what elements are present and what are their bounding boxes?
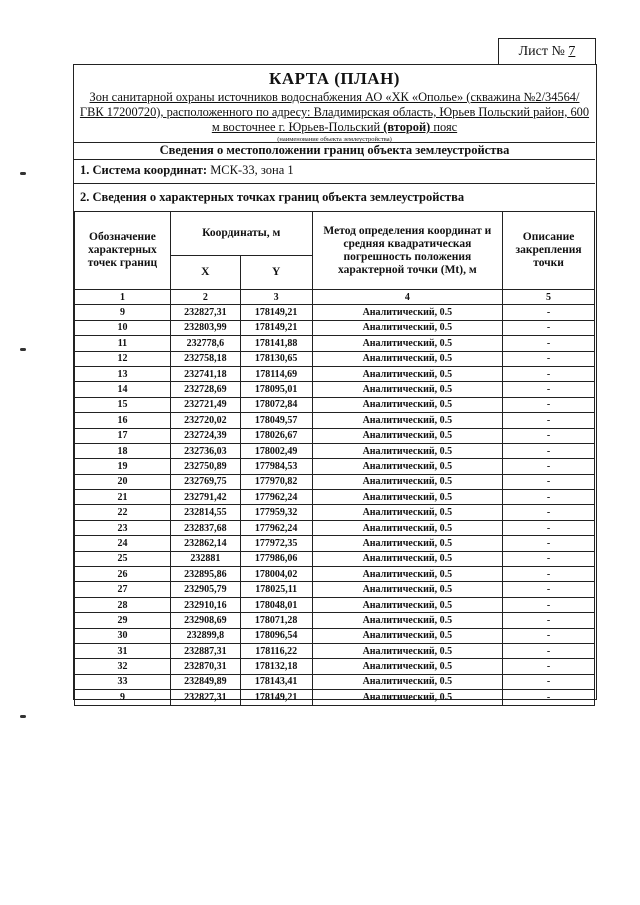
description: -	[503, 413, 595, 428]
coord-y: 178026,67	[240, 428, 312, 443]
coord-system-label: 1. Система координат:	[80, 163, 208, 177]
description: -	[503, 690, 595, 705]
coord-y: 177959,32	[240, 505, 312, 520]
coord-y: 178072,84	[240, 397, 312, 412]
point-number: 29	[75, 613, 171, 628]
description: -	[503, 428, 595, 443]
point-number: 9	[75, 305, 171, 320]
description: -	[503, 459, 595, 474]
description: -	[503, 613, 595, 628]
coord-x: 232791,42	[170, 490, 240, 505]
header-coordinates: Координаты, м	[170, 212, 312, 256]
description: -	[503, 320, 595, 335]
table-row	[75, 413, 595, 428]
table-row	[75, 567, 595, 582]
coord-x: 232736,03	[170, 443, 240, 458]
method: Аналитический, 0.5	[312, 490, 503, 505]
method: Аналитический, 0.5	[312, 582, 503, 597]
scan-mark	[20, 348, 26, 351]
coord-x: 232862,14	[170, 536, 240, 551]
sheet-number-box	[498, 38, 596, 64]
coord-x: 232827,31	[170, 305, 240, 320]
coord-y: 178149,21	[240, 320, 312, 335]
point-number: 14	[75, 382, 171, 397]
table-row	[75, 428, 595, 443]
coord-y: 178049,57	[240, 413, 312, 428]
point-number: 17	[75, 428, 171, 443]
sheet-number: 7	[568, 44, 576, 59]
description: -	[503, 382, 595, 397]
coord-y: 178048,01	[240, 597, 312, 612]
header-x: X	[170, 256, 240, 290]
table-row	[75, 351, 595, 366]
method: Аналитический, 0.5	[312, 336, 503, 351]
coord-y: 178114,69	[240, 366, 312, 381]
point-number: 26	[75, 567, 171, 582]
object-caption: (наименование объекта землеустройства)	[277, 136, 392, 143]
description: -	[503, 490, 595, 505]
scan-mark	[20, 715, 26, 718]
header-y: Y	[240, 256, 312, 290]
point-number: 19	[75, 459, 171, 474]
coord-y: 177970,82	[240, 474, 312, 489]
description: -	[503, 597, 595, 612]
point-number: 31	[75, 643, 171, 658]
coord-y: 178095,01	[240, 382, 312, 397]
coord-x: 232814,55	[170, 505, 240, 520]
column-number: 5	[503, 290, 595, 305]
table-row	[75, 520, 595, 535]
point-number: 27	[75, 582, 171, 597]
coord-x: 232899,8	[170, 628, 240, 643]
coord-x: 232721,49	[170, 397, 240, 412]
header-method: Метод определения координат и средняя квадратическая погрешность положения характерной точки (Mt), м	[312, 212, 503, 290]
coord-y: 178025,11	[240, 582, 312, 597]
description: -	[503, 505, 595, 520]
method: Аналитический, 0.5	[312, 674, 503, 689]
coord-y: 178116,22	[240, 643, 312, 658]
point-number: 18	[75, 443, 171, 458]
coord-system-row	[80, 163, 294, 178]
table-row	[75, 474, 595, 489]
method: Аналитический, 0.5	[312, 659, 503, 674]
method: Аналитический, 0.5	[312, 505, 503, 520]
coord-x: 232803,99	[170, 320, 240, 335]
method: Аналитический, 0.5	[312, 397, 503, 412]
coord-x: 232758,18	[170, 351, 240, 366]
point-number: 33	[75, 674, 171, 689]
point-number: 16	[75, 413, 171, 428]
points-title: 2. Сведения о характерных точках границ объекта землеустройства	[80, 190, 465, 204]
table-row	[75, 690, 595, 705]
header-point: Обозначение характерных точек границ	[75, 212, 171, 290]
point-number: 20	[75, 474, 171, 489]
description: -	[503, 305, 595, 320]
scan-mark	[20, 172, 26, 175]
divider	[74, 159, 595, 160]
coord-x: 232908,69	[170, 613, 240, 628]
coord-y: 178071,28	[240, 613, 312, 628]
method: Аналитический, 0.5	[312, 567, 503, 582]
method: Аналитический, 0.5	[312, 428, 503, 443]
coord-y: 178141,88	[240, 336, 312, 351]
point-number: 28	[75, 597, 171, 612]
column-number: 1	[75, 290, 171, 305]
point-number: 32	[75, 659, 171, 674]
coord-y: 178002,49	[240, 443, 312, 458]
coord-x: 232778,6	[170, 336, 240, 351]
column-number: 4	[312, 290, 503, 305]
coord-y: 178130,65	[240, 351, 312, 366]
point-number: 21	[75, 490, 171, 505]
header-description: Описание закрепления точки	[503, 212, 595, 290]
coord-x: 232724,39	[170, 428, 240, 443]
point-number: 23	[75, 520, 171, 535]
description: -	[503, 643, 595, 658]
table-row	[75, 459, 595, 474]
description: -	[503, 474, 595, 489]
subtitle-main: Зон санитарной охраны источников водоснабжения АО «ХК «Ополье» (скважина №2/34564/ГВК 17200720), расположенного по адресу: Владимирская область, Юрьев Польский район, 600 м восточнее г. Юрьев-Польский	[79, 90, 590, 134]
method: Аналитический, 0.5	[312, 366, 503, 381]
description: -	[503, 551, 595, 566]
description: -	[503, 520, 595, 535]
method: Аналитический, 0.5	[312, 320, 503, 335]
point-number: 25	[75, 551, 171, 566]
table-row	[75, 659, 595, 674]
table-row	[75, 305, 595, 320]
table-row	[75, 320, 595, 335]
document-header	[74, 65, 595, 143]
coord-x: 232881	[170, 551, 240, 566]
description: -	[503, 674, 595, 689]
divider	[74, 183, 595, 184]
coord-x: 232837,68	[170, 520, 240, 535]
points-table	[74, 211, 595, 706]
method: Аналитический, 0.5	[312, 459, 503, 474]
description: -	[503, 443, 595, 458]
coord-x: 232849,89	[170, 674, 240, 689]
coord-y: 178149,21	[240, 305, 312, 320]
coord-y: 177984,53	[240, 459, 312, 474]
coord-y: 178143,41	[240, 674, 312, 689]
table-row	[75, 613, 595, 628]
coord-y: 177962,24	[240, 490, 312, 505]
point-number: 10	[75, 320, 171, 335]
table-row	[75, 336, 595, 351]
subtitle-end: пояс	[433, 120, 458, 134]
coord-x: 232769,75	[170, 474, 240, 489]
description: -	[503, 351, 595, 366]
table-row	[75, 551, 595, 566]
point-number: 22	[75, 505, 171, 520]
method: Аналитический, 0.5	[312, 597, 503, 612]
description: -	[503, 397, 595, 412]
method: Аналитический, 0.5	[312, 643, 503, 658]
table-row	[75, 443, 595, 458]
document-frame	[73, 64, 597, 703]
coord-x: 232750,89	[170, 459, 240, 474]
point-number: 9	[75, 690, 171, 705]
table-row	[75, 628, 595, 643]
subtitle-zone: (второй)	[383, 120, 431, 134]
coord-y: 178096,54	[240, 628, 312, 643]
method: Аналитический, 0.5	[312, 520, 503, 535]
point-number: 24	[75, 536, 171, 551]
method: Аналитический, 0.5	[312, 474, 503, 489]
coord-y: 178149,21	[240, 690, 312, 705]
coord-y: 177962,24	[240, 520, 312, 535]
table-row	[75, 597, 595, 612]
description: -	[503, 536, 595, 551]
section-title: Сведения о местоположении границ объекта землеустройства	[159, 143, 510, 157]
method: Аналитический, 0.5	[312, 536, 503, 551]
table-row	[75, 382, 595, 397]
table-row	[75, 505, 595, 520]
description: -	[503, 659, 595, 674]
method: Аналитический, 0.5	[312, 305, 503, 320]
coord-x: 232827,31	[170, 690, 240, 705]
method: Аналитический, 0.5	[312, 413, 503, 428]
point-number: 15	[75, 397, 171, 412]
table-row	[75, 536, 595, 551]
description: -	[503, 366, 595, 381]
coord-x: 232887,31	[170, 643, 240, 658]
column-number-row	[75, 290, 595, 305]
coord-y: 178004,02	[240, 567, 312, 582]
table-row	[75, 490, 595, 505]
method: Аналитический, 0.5	[312, 551, 503, 566]
point-number: 30	[75, 628, 171, 643]
description: -	[503, 628, 595, 643]
description: -	[503, 567, 595, 582]
coord-x: 232720,02	[170, 413, 240, 428]
column-number: 2	[170, 290, 240, 305]
table-row	[75, 582, 595, 597]
coord-x: 232895,86	[170, 567, 240, 582]
table-row	[75, 366, 595, 381]
table-row	[75, 397, 595, 412]
table-row	[75, 674, 595, 689]
point-number: 13	[75, 366, 171, 381]
point-number: 11	[75, 336, 171, 351]
method: Аналитический, 0.5	[312, 382, 503, 397]
coord-y: 177972,35	[240, 536, 312, 551]
description: -	[503, 582, 595, 597]
sheet-label: Лист №	[518, 44, 565, 59]
document-subtitle	[78, 90, 591, 135]
coord-x: 232905,79	[170, 582, 240, 597]
method: Аналитический, 0.5	[312, 690, 503, 705]
table-row	[75, 643, 595, 658]
method: Аналитический, 0.5	[312, 443, 503, 458]
method: Аналитический, 0.5	[312, 628, 503, 643]
coord-x: 232741,18	[170, 366, 240, 381]
column-number: 3	[240, 290, 312, 305]
coord-x: 232910,16	[170, 597, 240, 612]
point-number: 12	[75, 351, 171, 366]
coord-y: 177986,06	[240, 551, 312, 566]
document-title: КАРТА (ПЛАН)	[269, 69, 400, 88]
coord-y: 178132,18	[240, 659, 312, 674]
description: -	[503, 336, 595, 351]
coord-x: 232870,31	[170, 659, 240, 674]
coord-system-value: МСК-33, зона 1	[210, 163, 294, 177]
method: Аналитический, 0.5	[312, 351, 503, 366]
coord-x: 232728,69	[170, 382, 240, 397]
method: Аналитический, 0.5	[312, 613, 503, 628]
